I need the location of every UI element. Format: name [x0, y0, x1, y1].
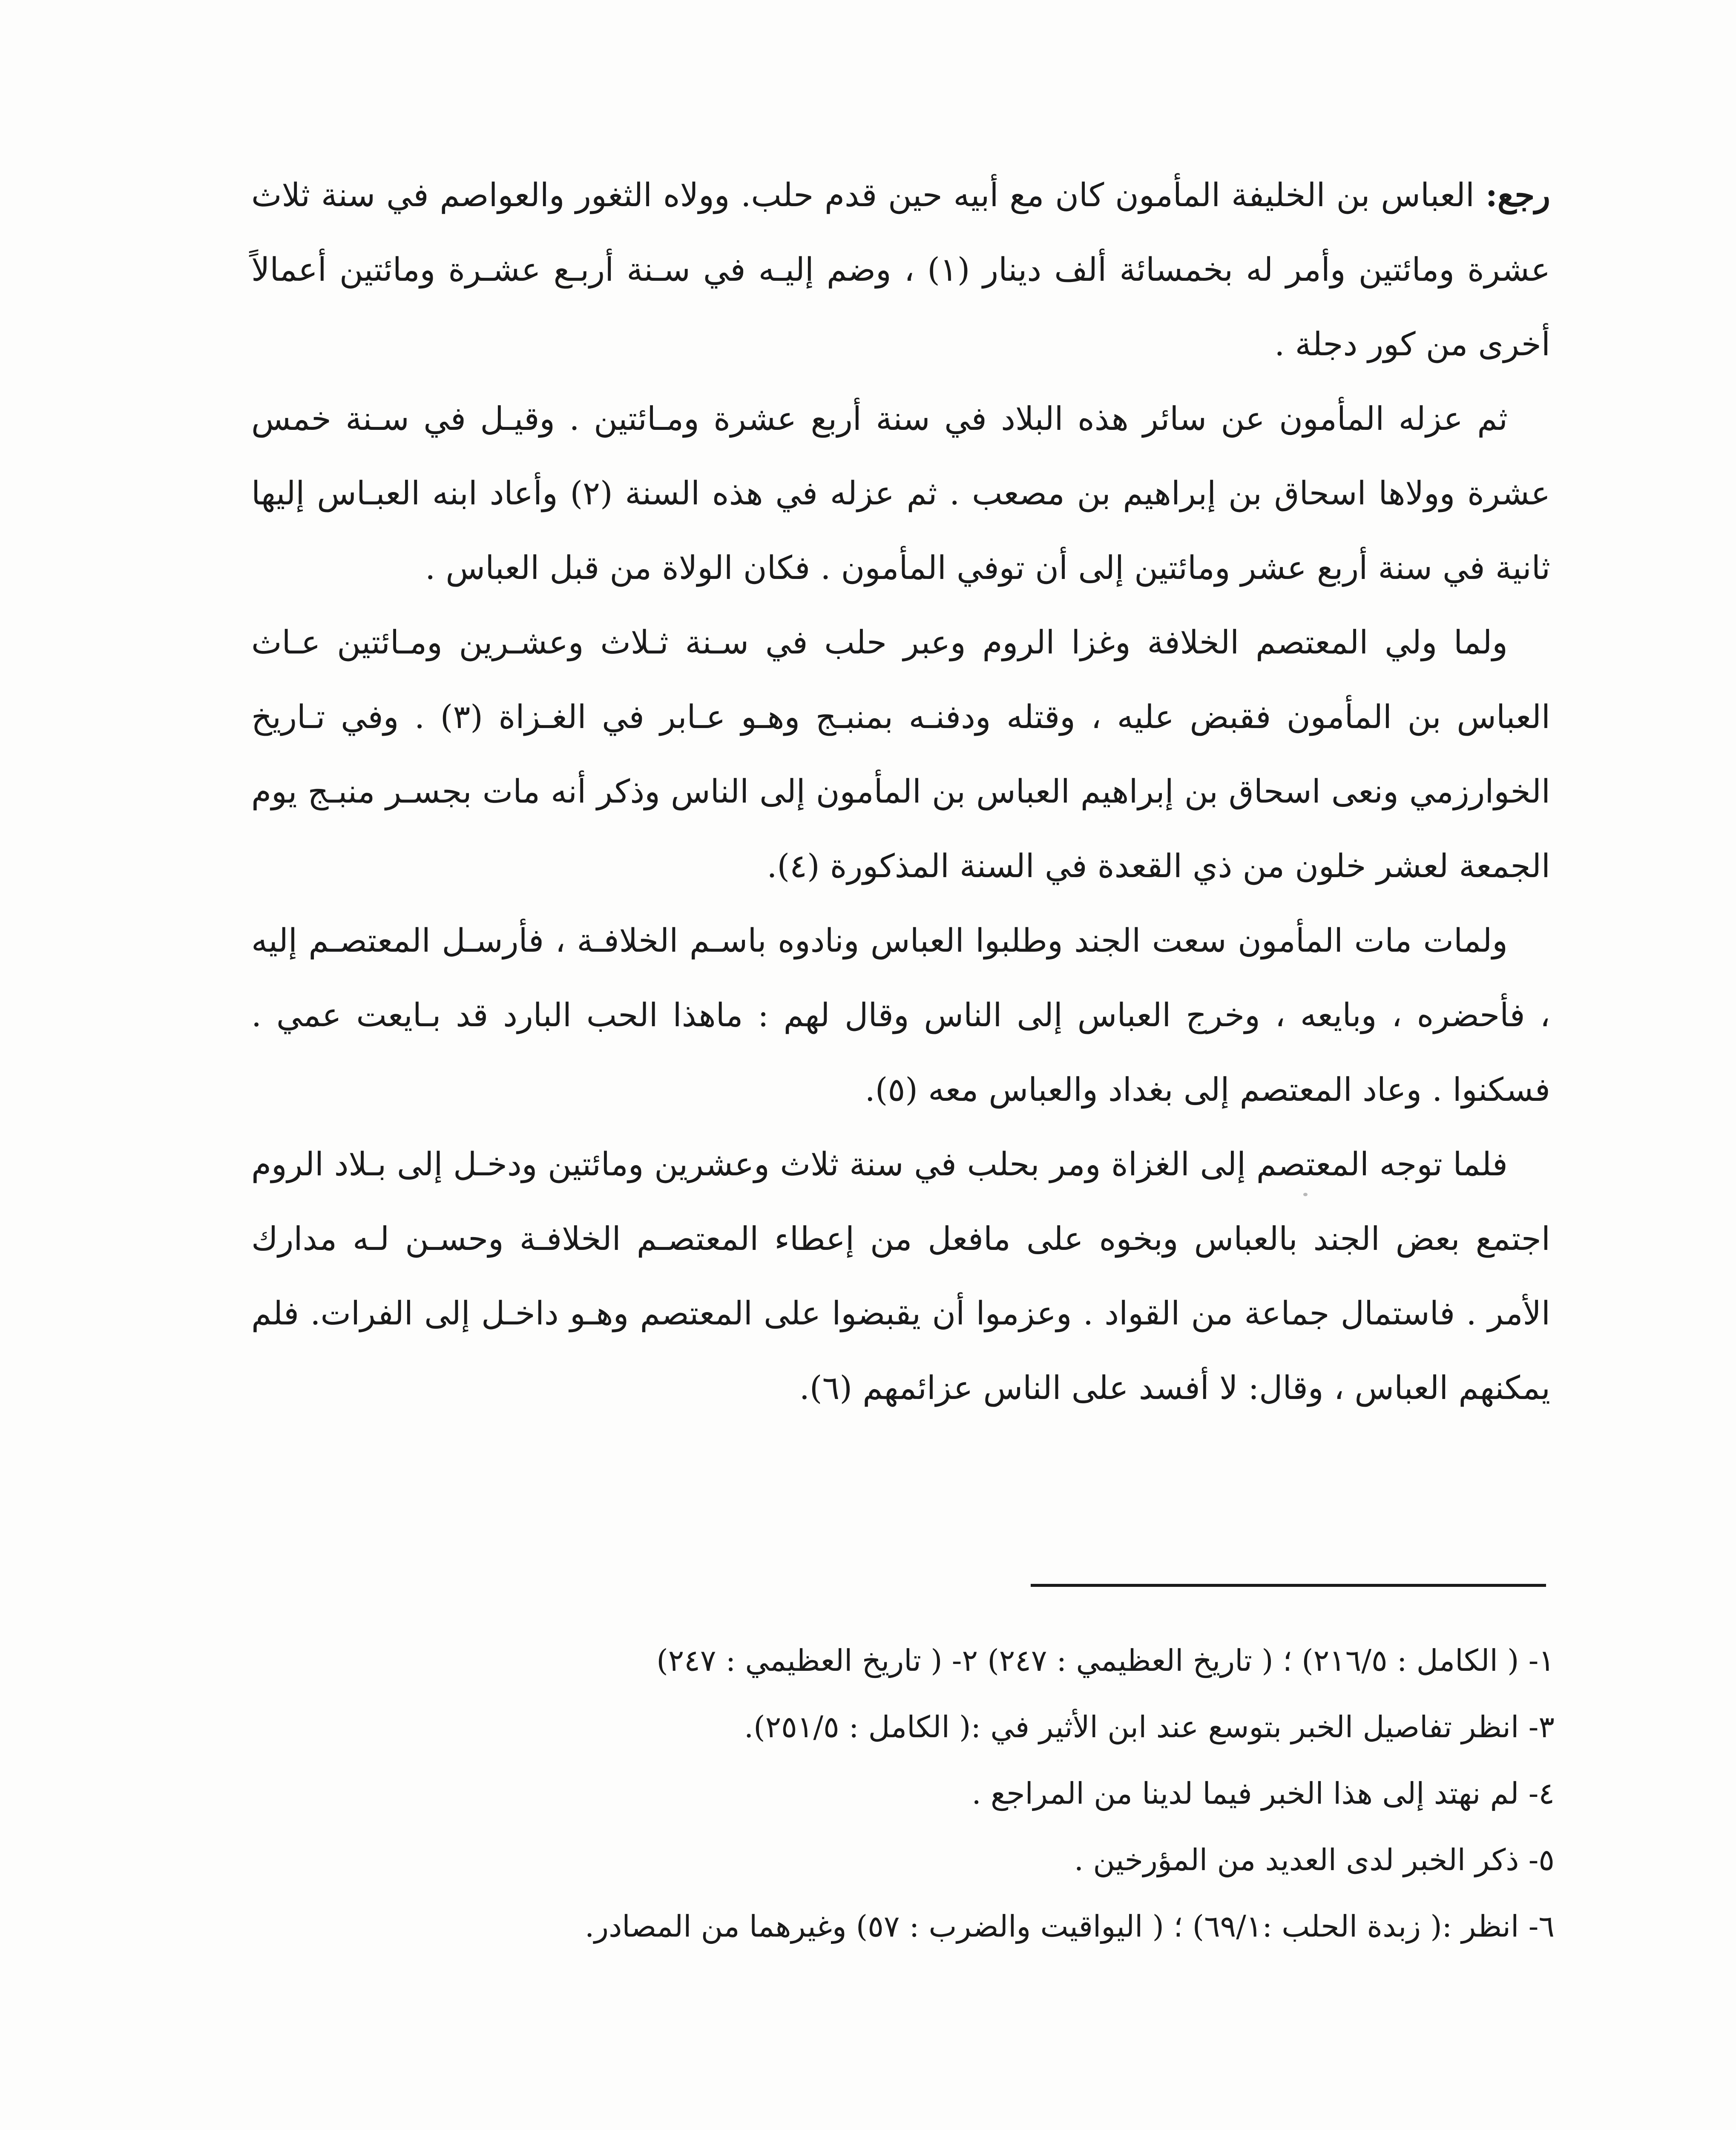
paragraph	[251, 605, 1550, 903]
footnotes	[383, 1627, 1555, 1960]
paragraph-text: ولما ولي المعتصم الخلافة وغزا الروم وعبر حلب في سـنة ثـلاث وعشـرين ومـائتين عـاث العباس بن المأمون فقبض عليه ، وقتله ودفنـه بمنبـج وهـو عـابر في الغـزاة (٣) . وفي تـاريخ الخوارزمي ونعى اسحاق بن إبراهيم العباس بن المأمون إلى الناس وذكر أنه مات بجسـر منبـج يوم الجمعة لعشر خلون من ذي القعدة في السنة المذكورة (٤).	[251, 623, 1550, 885]
paragraph	[251, 903, 1550, 1127]
paragraph	[251, 158, 1550, 381]
footnote: ١- ( الكامل : ٢١٦/٥) ؛ ( تاريخ العظيمي : ٢٤٧) ٢- ( تاريخ العظيمي : ٢٤٧)	[656, 1643, 1555, 1678]
footnote-separator	[1031, 1584, 1546, 1587]
footnote: ٣- انظر تفاصيل الخبر بتوسع عند ابن الأثير في :( الكامل : ٢٥١/٥).	[744, 1710, 1555, 1744]
footnote: ٤- لم نهتد إلى هذا الخبر فيما لدينا من المراجع .	[971, 1776, 1555, 1811]
footnote: ٥- ذكر الخبر لدى العديد من المؤرخين .	[1074, 1842, 1555, 1877]
scan-speck	[1303, 1193, 1308, 1196]
paragraph-text: فلما توجه المعتصم إلى الغزاة ومر بحلب في سنة ثلاث وعشرين ومائتين ودخـل إلى بـلاد الروم اجتمع بعض الجند بالعباس وبخوه على مافعل من إعطاء المعتصـم الخلافـة وحسـن لـه مدارك الأمر . فاستمال جماعة من القواد . وعزموا أن يقبضوا على المعتصم وهـو داخـل إلى الفرات. فلم يمكنهم العباس ، وقال: لا أفسد على الناس عزائمهم (٦).	[251, 1145, 1550, 1407]
paragraph-lead-word: رجع:	[1485, 176, 1550, 214]
main-text	[251, 158, 1550, 1425]
footnote: ٦- انظر :( زبدة الحلب :٦٩/١) ؛ ( اليواقيت والضرب : ٥٧) وغيرهما من المصادر.	[585, 1909, 1555, 1944]
paragraph	[251, 1127, 1550, 1425]
paragraph	[251, 381, 1550, 605]
paragraph-text: ولمات مات المأمون سعت الجند وطلبوا العباس ونادوه باسـم الخلافـة ، فأرسـل المعتصـم إليه ، فأحضره ، وبايعه ، وخرج العباس إلى الناس وقال لهم : ماهذا الحب البارد قد بـايعت عمي . فسكنوا . وعاد المعتصم إلى بغداد والعباس معه (٥).	[251, 921, 1550, 1108]
paragraph-text: العباس بن الخليفة المأمون كان مع أبيه حين قدم حلب. وولاه الثغور والعواصم في سنة ثلاث عشرة ومائتين وأمر له بخمسائة ألف دينار (١) ، وضم إليـه في سـنة أربـع عشـرة ومائتين أعمالاً أخرى من كور دجلة .	[251, 176, 1550, 363]
paragraph-text: ثم عزله المأمون عن سائر هذه البلاد في سنة أربع عشرة ومـائتين . وقيـل في سـنة خمس عشرة وولاها اسحاق بن إبراهيم بن مصعب . ثم عزله في هذه السنة (٢) وأعاد ابنه العبـاس إليها ثانية في سنة أربع عشر ومائتين إلى أن توفي المأمون . فكان الولاة من قبل العباس .	[251, 400, 1550, 587]
